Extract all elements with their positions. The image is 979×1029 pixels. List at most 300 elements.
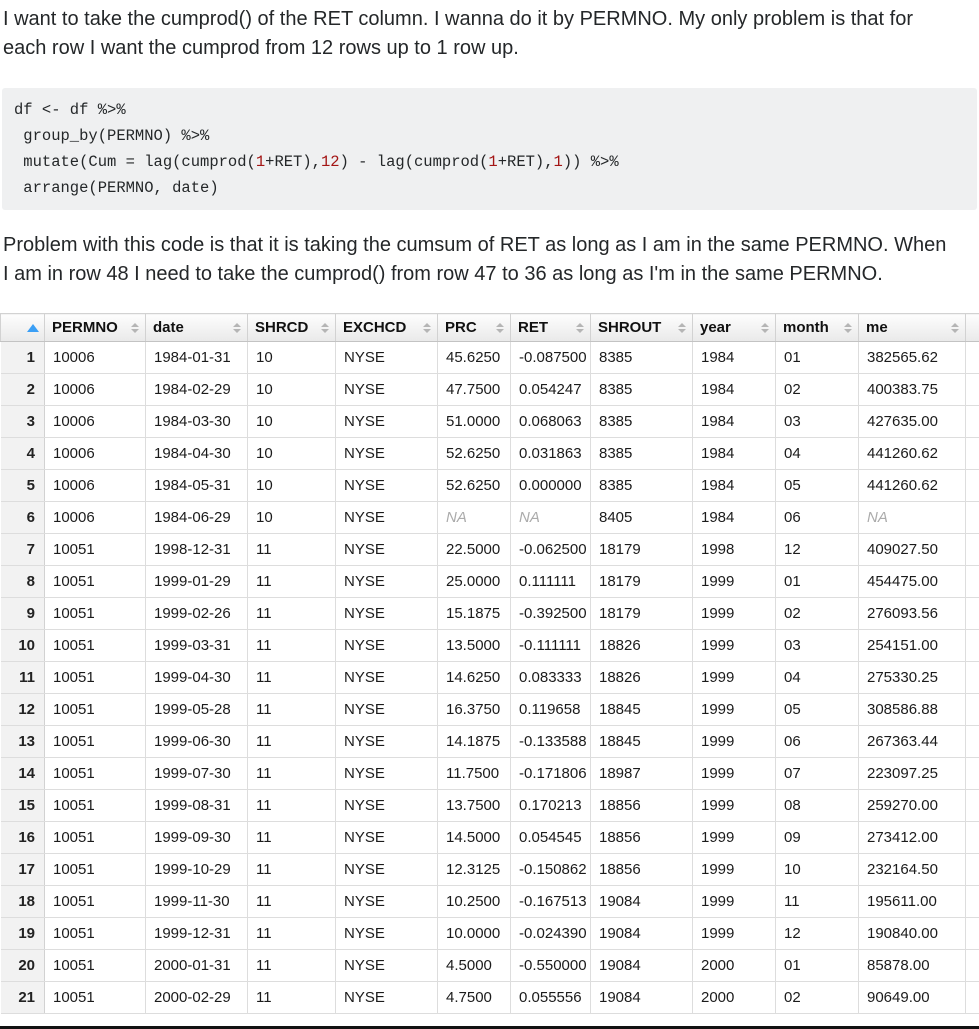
cell-year: 1999 (693, 566, 776, 598)
cell-SHRCD: 11 (248, 630, 336, 662)
cell-SHROUT: 8385 (591, 406, 693, 438)
cell-RET: -0.167513 (511, 886, 591, 918)
row-number: 1 (1, 342, 45, 374)
cell-me: 195611.00 (859, 886, 966, 918)
dataframe-table (0, 313, 979, 1014)
cell-SHRCD: 10 (248, 342, 336, 374)
question-paragraph-1: I want to take the cumprod() of the RET column. I wanna do it by PERMNO. My only problem is that for each row I want the cumprod from 12 rows up to 1 row up. (0, 5, 955, 63)
cell-RET: 0.068063 (511, 406, 591, 438)
cell-PRC: 45.6250 (438, 342, 511, 374)
cell-EXCHCD: NYSE (336, 950, 438, 982)
cell-SHROUT: 19084 (591, 950, 693, 982)
cell-PRC: 51.0000 (438, 406, 511, 438)
row-number: 8 (1, 566, 45, 598)
cell-PRC: NA (438, 502, 511, 534)
cell-EXCHCD: NYSE (336, 918, 438, 950)
cell-SHROUT: 18179 (591, 534, 693, 566)
cell-PERMNO: 10051 (45, 758, 146, 790)
cell-EXCHCD: NYSE (336, 502, 438, 534)
cell-overflow (966, 374, 979, 406)
cell-EXCHCD: NYSE (336, 694, 438, 726)
column-header-label: PRC (445, 319, 477, 336)
cell-SHROUT: 8385 (591, 438, 693, 470)
cell-RET: NA (511, 502, 591, 534)
cell-overflow (966, 918, 979, 950)
cell-month: 02 (776, 374, 859, 406)
column-header-PRC[interactable] (438, 314, 511, 342)
cell-date: 1999-02-26 (146, 598, 248, 630)
cell-month: 05 (776, 470, 859, 502)
table-row (1, 630, 979, 662)
cell-PERMNO: 10051 (45, 566, 146, 598)
cell-PERMNO: 10051 (45, 630, 146, 662)
cell-date: 1999-07-30 (146, 758, 248, 790)
cell-RET: -0.392500 (511, 598, 591, 630)
cell-PERMNO: 10051 (45, 950, 146, 982)
cell-EXCHCD: NYSE (336, 406, 438, 438)
cell-SHROUT: 18987 (591, 758, 693, 790)
cell-month: 06 (776, 502, 859, 534)
cell-SHROUT: 18826 (591, 630, 693, 662)
sort-arrows-icon (951, 323, 959, 333)
sort-arrows-icon (761, 323, 769, 333)
cell-overflow (966, 342, 979, 374)
cell-SHRCD: 11 (248, 950, 336, 982)
row-number: 2 (1, 374, 45, 406)
cell-me: 382565.62 (859, 342, 966, 374)
sort-arrows-icon (321, 323, 329, 333)
cell-EXCHCD: NYSE (336, 662, 438, 694)
cell-SHROUT: 19084 (591, 982, 693, 1014)
cell-SHRCD: 11 (248, 790, 336, 822)
cell-RET: 0.119658 (511, 694, 591, 726)
cell-RET: 0.111111 (511, 566, 591, 598)
table-row (1, 950, 979, 982)
cell-EXCHCD: NYSE (336, 790, 438, 822)
cell-month: 01 (776, 950, 859, 982)
sort-arrows-icon (678, 323, 686, 333)
cell-me: NA (859, 502, 966, 534)
cell-PERMNO: 10051 (45, 886, 146, 918)
column-header-label: SHRCD (255, 319, 308, 336)
column-header-SHRCD[interactable] (248, 314, 336, 342)
cell-EXCHCD: NYSE (336, 758, 438, 790)
cell-PRC: 14.6250 (438, 662, 511, 694)
cell-SHROUT: 18826 (591, 662, 693, 694)
row-number: 13 (1, 726, 45, 758)
cell-PERMNO: 10051 (45, 822, 146, 854)
cell-PRC: 14.5000 (438, 822, 511, 854)
cell-PRC: 52.6250 (438, 438, 511, 470)
cell-date: 1999-04-30 (146, 662, 248, 694)
cell-PERMNO: 10006 (45, 406, 146, 438)
table-row (1, 374, 979, 406)
cell-month: 11 (776, 886, 859, 918)
cell-EXCHCD: NYSE (336, 630, 438, 662)
cell-RET: -0.062500 (511, 534, 591, 566)
row-number: 10 (1, 630, 45, 662)
cell-RET: -0.087500 (511, 342, 591, 374)
cell-overflow (966, 438, 979, 470)
cell-date: 1998-12-31 (146, 534, 248, 566)
cell-SHRCD: 11 (248, 566, 336, 598)
cell-year: 1984 (693, 374, 776, 406)
cell-PERMNO: 10051 (45, 982, 146, 1014)
cell-SHROUT: 19084 (591, 886, 693, 918)
cell-date: 2000-02-29 (146, 982, 248, 1014)
table-row (1, 662, 979, 694)
cell-month: 10 (776, 854, 859, 886)
column-header-label: EXCHCD (343, 319, 406, 336)
cell-year: 1999 (693, 758, 776, 790)
sort-arrows-icon (233, 323, 241, 333)
cell-PERMNO: 10006 (45, 502, 146, 534)
cell-overflow (966, 790, 979, 822)
cell-PRC: 14.1875 (438, 726, 511, 758)
cell-date: 1999-06-30 (146, 726, 248, 758)
cell-overflow (966, 822, 979, 854)
cell-EXCHCD: NYSE (336, 534, 438, 566)
table-row (1, 598, 979, 630)
cell-SHRCD: 11 (248, 726, 336, 758)
cell-PRC: 10.0000 (438, 918, 511, 950)
cell-SHROUT: 18856 (591, 822, 693, 854)
column-header-year[interactable] (693, 314, 776, 342)
question-paragraph-2: Problem with this code is that it is taking the cumsum of RET as long as I am in the same PERMNO. When I am in row 48 I need to take the cumprod() from row 47 to 36 as long as I'm in the same PERMNO. (0, 231, 955, 289)
cell-SHROUT: 18179 (591, 598, 693, 630)
cell-year: 1999 (693, 790, 776, 822)
sort-arrows-icon (423, 323, 431, 333)
column-header-month[interactable] (776, 314, 859, 342)
row-number: 17 (1, 854, 45, 886)
cell-EXCHCD: NYSE (336, 566, 438, 598)
cell-month: 02 (776, 598, 859, 630)
cell-EXCHCD: NYSE (336, 854, 438, 886)
code-block (2, 88, 977, 210)
cell-overflow (966, 406, 979, 438)
cell-year: 2000 (693, 950, 776, 982)
cell-me: 441260.62 (859, 470, 966, 502)
cell-overflow (966, 726, 979, 758)
cell-me: 454475.00 (859, 566, 966, 598)
cell-date: 1984-02-29 (146, 374, 248, 406)
cell-SHRCD: 10 (248, 438, 336, 470)
cell-EXCHCD: NYSE (336, 470, 438, 502)
cell-SHROUT: 18856 (591, 854, 693, 886)
cell-me: 441260.62 (859, 438, 966, 470)
cell-overflow (966, 982, 979, 1014)
cell-RET: 0.031863 (511, 438, 591, 470)
cell-SHRCD: 10 (248, 374, 336, 406)
cell-RET: 0.054545 (511, 822, 591, 854)
column-header-date[interactable] (146, 314, 248, 342)
cell-SHRCD: 11 (248, 758, 336, 790)
row-number: 21 (1, 982, 45, 1014)
cell-overflow (966, 886, 979, 918)
cell-SHROUT: 8385 (591, 470, 693, 502)
cell-PRC: 25.0000 (438, 566, 511, 598)
cell-SHROUT: 18845 (591, 726, 693, 758)
cell-year: 1999 (693, 598, 776, 630)
table-row (1, 342, 979, 374)
cell-SHRCD: 11 (248, 534, 336, 566)
column-header-RET[interactable] (511, 314, 591, 342)
cell-date: 2000-01-31 (146, 950, 248, 982)
table-row (1, 854, 979, 886)
cell-SHROUT: 19084 (591, 918, 693, 950)
cell-year: 1999 (693, 726, 776, 758)
cell-month: 06 (776, 726, 859, 758)
cell-SHRCD: 11 (248, 886, 336, 918)
row-number: 9 (1, 598, 45, 630)
cell-month: 04 (776, 662, 859, 694)
cell-PRC: 13.5000 (438, 630, 511, 662)
table-row (1, 566, 979, 598)
cell-date: 1999-10-29 (146, 854, 248, 886)
cell-PRC: 15.1875 (438, 598, 511, 630)
cell-PRC: 13.7500 (438, 790, 511, 822)
table-row (1, 470, 979, 502)
cell-SHROUT: 18179 (591, 566, 693, 598)
table-row (1, 694, 979, 726)
table-row (1, 758, 979, 790)
column-header-SHROUT[interactable] (591, 314, 693, 342)
cell-RET: 0.170213 (511, 790, 591, 822)
cell-date: 1999-09-30 (146, 822, 248, 854)
cell-me: 223097.25 (859, 758, 966, 790)
cell-me: 273412.00 (859, 822, 966, 854)
cell-PERMNO: 10051 (45, 918, 146, 950)
cell-PRC: 11.7500 (438, 758, 511, 790)
cell-PERMNO: 10006 (45, 470, 146, 502)
row-number: 4 (1, 438, 45, 470)
cell-PERMNO: 10051 (45, 694, 146, 726)
cell-RET: -0.150862 (511, 854, 591, 886)
cell-PRC: 12.3125 (438, 854, 511, 886)
row-number: 15 (1, 790, 45, 822)
column-header-label: month (783, 319, 829, 336)
cell-year: 1984 (693, 438, 776, 470)
row-number: 18 (1, 886, 45, 918)
table-row (1, 438, 979, 470)
cell-PRC: 16.3750 (438, 694, 511, 726)
cell-month: 05 (776, 694, 859, 726)
cell-overflow (966, 758, 979, 790)
table-body (1, 342, 979, 1014)
table-row (1, 982, 979, 1014)
column-header-label: RET (518, 319, 548, 336)
cell-overflow (966, 534, 979, 566)
cell-PERMNO: 10051 (45, 790, 146, 822)
cell-year: 1999 (693, 630, 776, 662)
row-number: 6 (1, 502, 45, 534)
cell-SHRCD: 10 (248, 502, 336, 534)
cell-me: 308586.88 (859, 694, 966, 726)
cell-date: 1984-03-30 (146, 406, 248, 438)
cell-SHRCD: 10 (248, 470, 336, 502)
cell-date: 1999-12-31 (146, 918, 248, 950)
cell-PERMNO: 10051 (45, 662, 146, 694)
cell-SHROUT: 8405 (591, 502, 693, 534)
cell-PERMNO: 10051 (45, 534, 146, 566)
cell-me: 232164.50 (859, 854, 966, 886)
cell-SHRCD: 11 (248, 662, 336, 694)
cell-overflow (966, 566, 979, 598)
table-row (1, 726, 979, 758)
cell-year: 1984 (693, 342, 776, 374)
dataframe-viewer (0, 313, 979, 1014)
cell-year: 1999 (693, 822, 776, 854)
sort-arrows-icon (496, 323, 504, 333)
cell-SHRCD: 11 (248, 982, 336, 1014)
column-header-PERMNO[interactable] (45, 314, 146, 342)
cell-year: 1999 (693, 854, 776, 886)
table-header-row (1, 314, 979, 342)
cell-PRC: 52.6250 (438, 470, 511, 502)
cell-date: 1984-05-31 (146, 470, 248, 502)
row-number: 16 (1, 822, 45, 854)
cell-date: 1984-04-30 (146, 438, 248, 470)
cell-year: 1999 (693, 694, 776, 726)
cell-date: 1999-01-29 (146, 566, 248, 598)
cell-RET: -0.024390 (511, 918, 591, 950)
row-number: 7 (1, 534, 45, 566)
cell-SHRCD: 11 (248, 694, 336, 726)
cell-month: 12 (776, 534, 859, 566)
cell-SHROUT: 8385 (591, 342, 693, 374)
cell-RET: 0.054247 (511, 374, 591, 406)
row-number: 20 (1, 950, 45, 982)
cell-PERMNO: 10051 (45, 854, 146, 886)
column-header-label: year (700, 319, 731, 336)
column-header-label: me (866, 319, 888, 336)
cell-RET: -0.550000 (511, 950, 591, 982)
cell-month: 09 (776, 822, 859, 854)
cell-me: 275330.25 (859, 662, 966, 694)
sort-arrows-icon (844, 323, 852, 333)
column-header-me[interactable] (859, 314, 966, 342)
cell-PERMNO: 10006 (45, 342, 146, 374)
cell-EXCHCD: NYSE (336, 438, 438, 470)
cell-PERMNO: 10006 (45, 438, 146, 470)
cell-PRC: 22.5000 (438, 534, 511, 566)
row-number: 3 (1, 406, 45, 438)
cell-overflow (966, 598, 979, 630)
cell-overflow (966, 854, 979, 886)
cell-overflow (966, 470, 979, 502)
cell-date: 1984-06-29 (146, 502, 248, 534)
row-number: 11 (1, 662, 45, 694)
table-row (1, 406, 979, 438)
cell-overflow (966, 694, 979, 726)
cell-PRC: 4.5000 (438, 950, 511, 982)
cell-me: 90649.00 (859, 982, 966, 1014)
cell-month: 12 (776, 918, 859, 950)
cell-year: 1999 (693, 918, 776, 950)
column-header-EXCHCD[interactable] (336, 314, 438, 342)
table-row (1, 822, 979, 854)
cell-EXCHCD: NYSE (336, 982, 438, 1014)
sort-arrows-icon (131, 323, 139, 333)
cell-me: 400383.75 (859, 374, 966, 406)
cell-SHRCD: 11 (248, 918, 336, 950)
cell-SHRCD: 11 (248, 598, 336, 630)
cell-year: 1984 (693, 470, 776, 502)
cell-me: 259270.00 (859, 790, 966, 822)
cell-month: 01 (776, 566, 859, 598)
cell-RET: -0.133588 (511, 726, 591, 758)
column-header-label: SHROUT (598, 319, 661, 336)
cell-RET: 0.000000 (511, 470, 591, 502)
cell-PRC: 10.2500 (438, 886, 511, 918)
cell-month: 02 (776, 982, 859, 1014)
cell-SHRCD: 11 (248, 822, 336, 854)
sort-ascending-icon (27, 324, 39, 332)
cell-overflow (966, 630, 979, 662)
cell-EXCHCD: NYSE (336, 886, 438, 918)
code-line: arrange(PERMNO, date) (14, 175, 965, 201)
code-line: group_by(PERMNO) %>% (14, 123, 965, 149)
cell-RET: 0.083333 (511, 662, 591, 694)
cell-SHRCD: 11 (248, 854, 336, 886)
table-row (1, 886, 979, 918)
cell-RET: -0.171806 (511, 758, 591, 790)
cell-SHROUT: 18856 (591, 790, 693, 822)
column-header-overflow (966, 314, 979, 342)
column-header-rownumber[interactable] (1, 314, 45, 342)
cell-year: 2000 (693, 982, 776, 1014)
cell-month: 03 (776, 406, 859, 438)
cell-month: 04 (776, 438, 859, 470)
cell-EXCHCD: NYSE (336, 822, 438, 854)
cell-year: 1999 (693, 662, 776, 694)
code-line: df <- df %>% (14, 97, 965, 123)
cell-date: 1999-03-31 (146, 630, 248, 662)
table-row (1, 502, 979, 534)
cell-overflow (966, 502, 979, 534)
cell-RET: 0.055556 (511, 982, 591, 1014)
cell-PERMNO: 10051 (45, 598, 146, 630)
row-number: 12 (1, 694, 45, 726)
table-row (1, 534, 979, 566)
cell-year: 1984 (693, 502, 776, 534)
cell-month: 07 (776, 758, 859, 790)
cell-PRC: 47.7500 (438, 374, 511, 406)
code-line: mutate(Cum = lag(cumprod(1+RET),12) - lag(cumprod(1+RET),1)) %>% (14, 149, 965, 175)
cell-date: 1999-08-31 (146, 790, 248, 822)
cell-me: 85878.00 (859, 950, 966, 982)
cell-date: 1999-11-30 (146, 886, 248, 918)
row-number: 19 (1, 918, 45, 950)
cell-me: 254151.00 (859, 630, 966, 662)
cell-SHRCD: 10 (248, 406, 336, 438)
cell-overflow (966, 662, 979, 694)
cell-EXCHCD: NYSE (336, 374, 438, 406)
cell-PRC: 4.7500 (438, 982, 511, 1014)
cell-EXCHCD: NYSE (336, 342, 438, 374)
cell-overflow (966, 950, 979, 982)
table-row (1, 790, 979, 822)
column-header-label: date (153, 319, 184, 336)
cell-date: 1999-05-28 (146, 694, 248, 726)
cell-date: 1984-01-31 (146, 342, 248, 374)
cell-me: 190840.00 (859, 918, 966, 950)
cell-me: 427635.00 (859, 406, 966, 438)
cell-me: 267363.44 (859, 726, 966, 758)
sort-arrows-icon (576, 323, 584, 333)
cell-SHROUT: 8385 (591, 374, 693, 406)
cell-year: 1984 (693, 406, 776, 438)
